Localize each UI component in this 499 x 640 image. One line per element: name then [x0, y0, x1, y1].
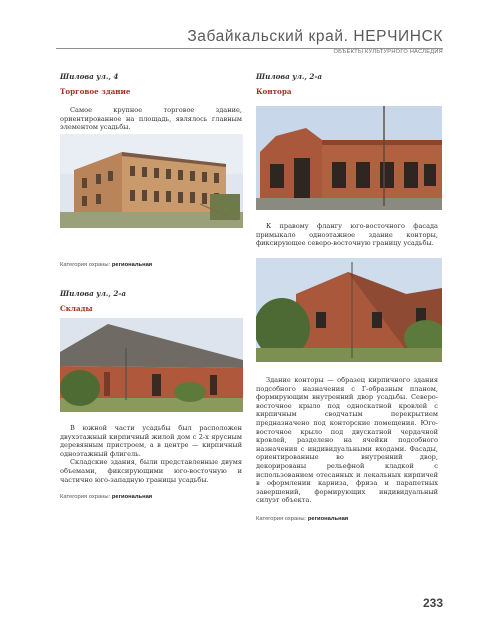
office-photo-2	[256, 258, 442, 362]
warehouses-category-label: Категория охраны:	[60, 494, 111, 500]
warehouses-title: Склады	[60, 304, 93, 313]
warehouses-text-2: Складские здания, были представленные двумя объемами, фиксирующими юго-восточную и частично юго-западную границы усадьбы.	[60, 458, 242, 484]
office-section	[256, 72, 438, 96]
page-number: 233	[422, 596, 443, 610]
shop-category-label: Категория охраны:	[60, 262, 111, 268]
office-text-1-block	[256, 222, 438, 248]
shop-address: Шилова ул., 4	[60, 72, 119, 81]
shop-text: Самое крупное торговое здание, ориентированное на площадь, являлось главным элементом усадьбы.	[60, 106, 242, 132]
office-text-1: К правому флангу юго-восточного фасада примыкало одноэтажное здание конторы, фиксирующее северо-восточную границу усадьбы.	[256, 222, 438, 248]
header-title: Забайкальский край. НЕРЧИНСК	[187, 28, 443, 45]
shop-title: Торговое здание	[60, 87, 131, 96]
shop-category	[60, 262, 152, 268]
warehouses-address: Шилова ул., 2-а	[60, 289, 126, 298]
header-subtitle: ОБЪЕКТЫ КУЛЬТУРНОГО НАСЛЕДИЯ	[333, 49, 443, 55]
office-category-value: региональная	[307, 516, 349, 522]
page-header	[0, 22, 499, 58]
office-address: Шилова ул., 2-а	[256, 72, 322, 81]
warehouses-category-value: региональная	[111, 494, 153, 500]
office-text-2-block	[256, 376, 438, 505]
office-photo-1	[256, 106, 442, 210]
warehouses-section	[60, 289, 242, 313]
shop-category-value: региональная	[111, 262, 153, 268]
warehouses-photo	[60, 318, 243, 412]
warehouses-category	[60, 494, 152, 500]
shop-section	[60, 72, 242, 132]
office-category	[256, 516, 348, 522]
shop-photo	[60, 134, 243, 228]
warehouses-text-block	[60, 424, 242, 484]
office-text-2: Здание конторы — образец кирпичного здания подсобного назначения с Г-образным планом, формирующим внутренний двор усадьбы. Северо-восточное крыло под односкатной кровлей с кирпичным сводчатым перекрытием предназначено под конторские помещения. Юго-восточное крыло под двускатной чердачной кровлей, разделено на ячейки подсобного назначения с индивидуальными входами. Фасады, ориентированные во внутренний двор, декорированы рельефной кладкой с использованием отесанных и лекальных кирпичей в оформлении карниза, фриза и парапетных завершений, формирующих индивидуальный силуэт объекта.	[256, 376, 438, 505]
warehouses-text-1: В южной части усадьбы был расположен двухэтажный кирпичный жилой дом с 2-х ярусным деревянным пристроем, а в центре — кирпичный одноэтажный флигель.	[60, 424, 242, 458]
office-category-label: Категория охраны:	[256, 516, 307, 522]
office-title: Контора	[256, 87, 292, 96]
